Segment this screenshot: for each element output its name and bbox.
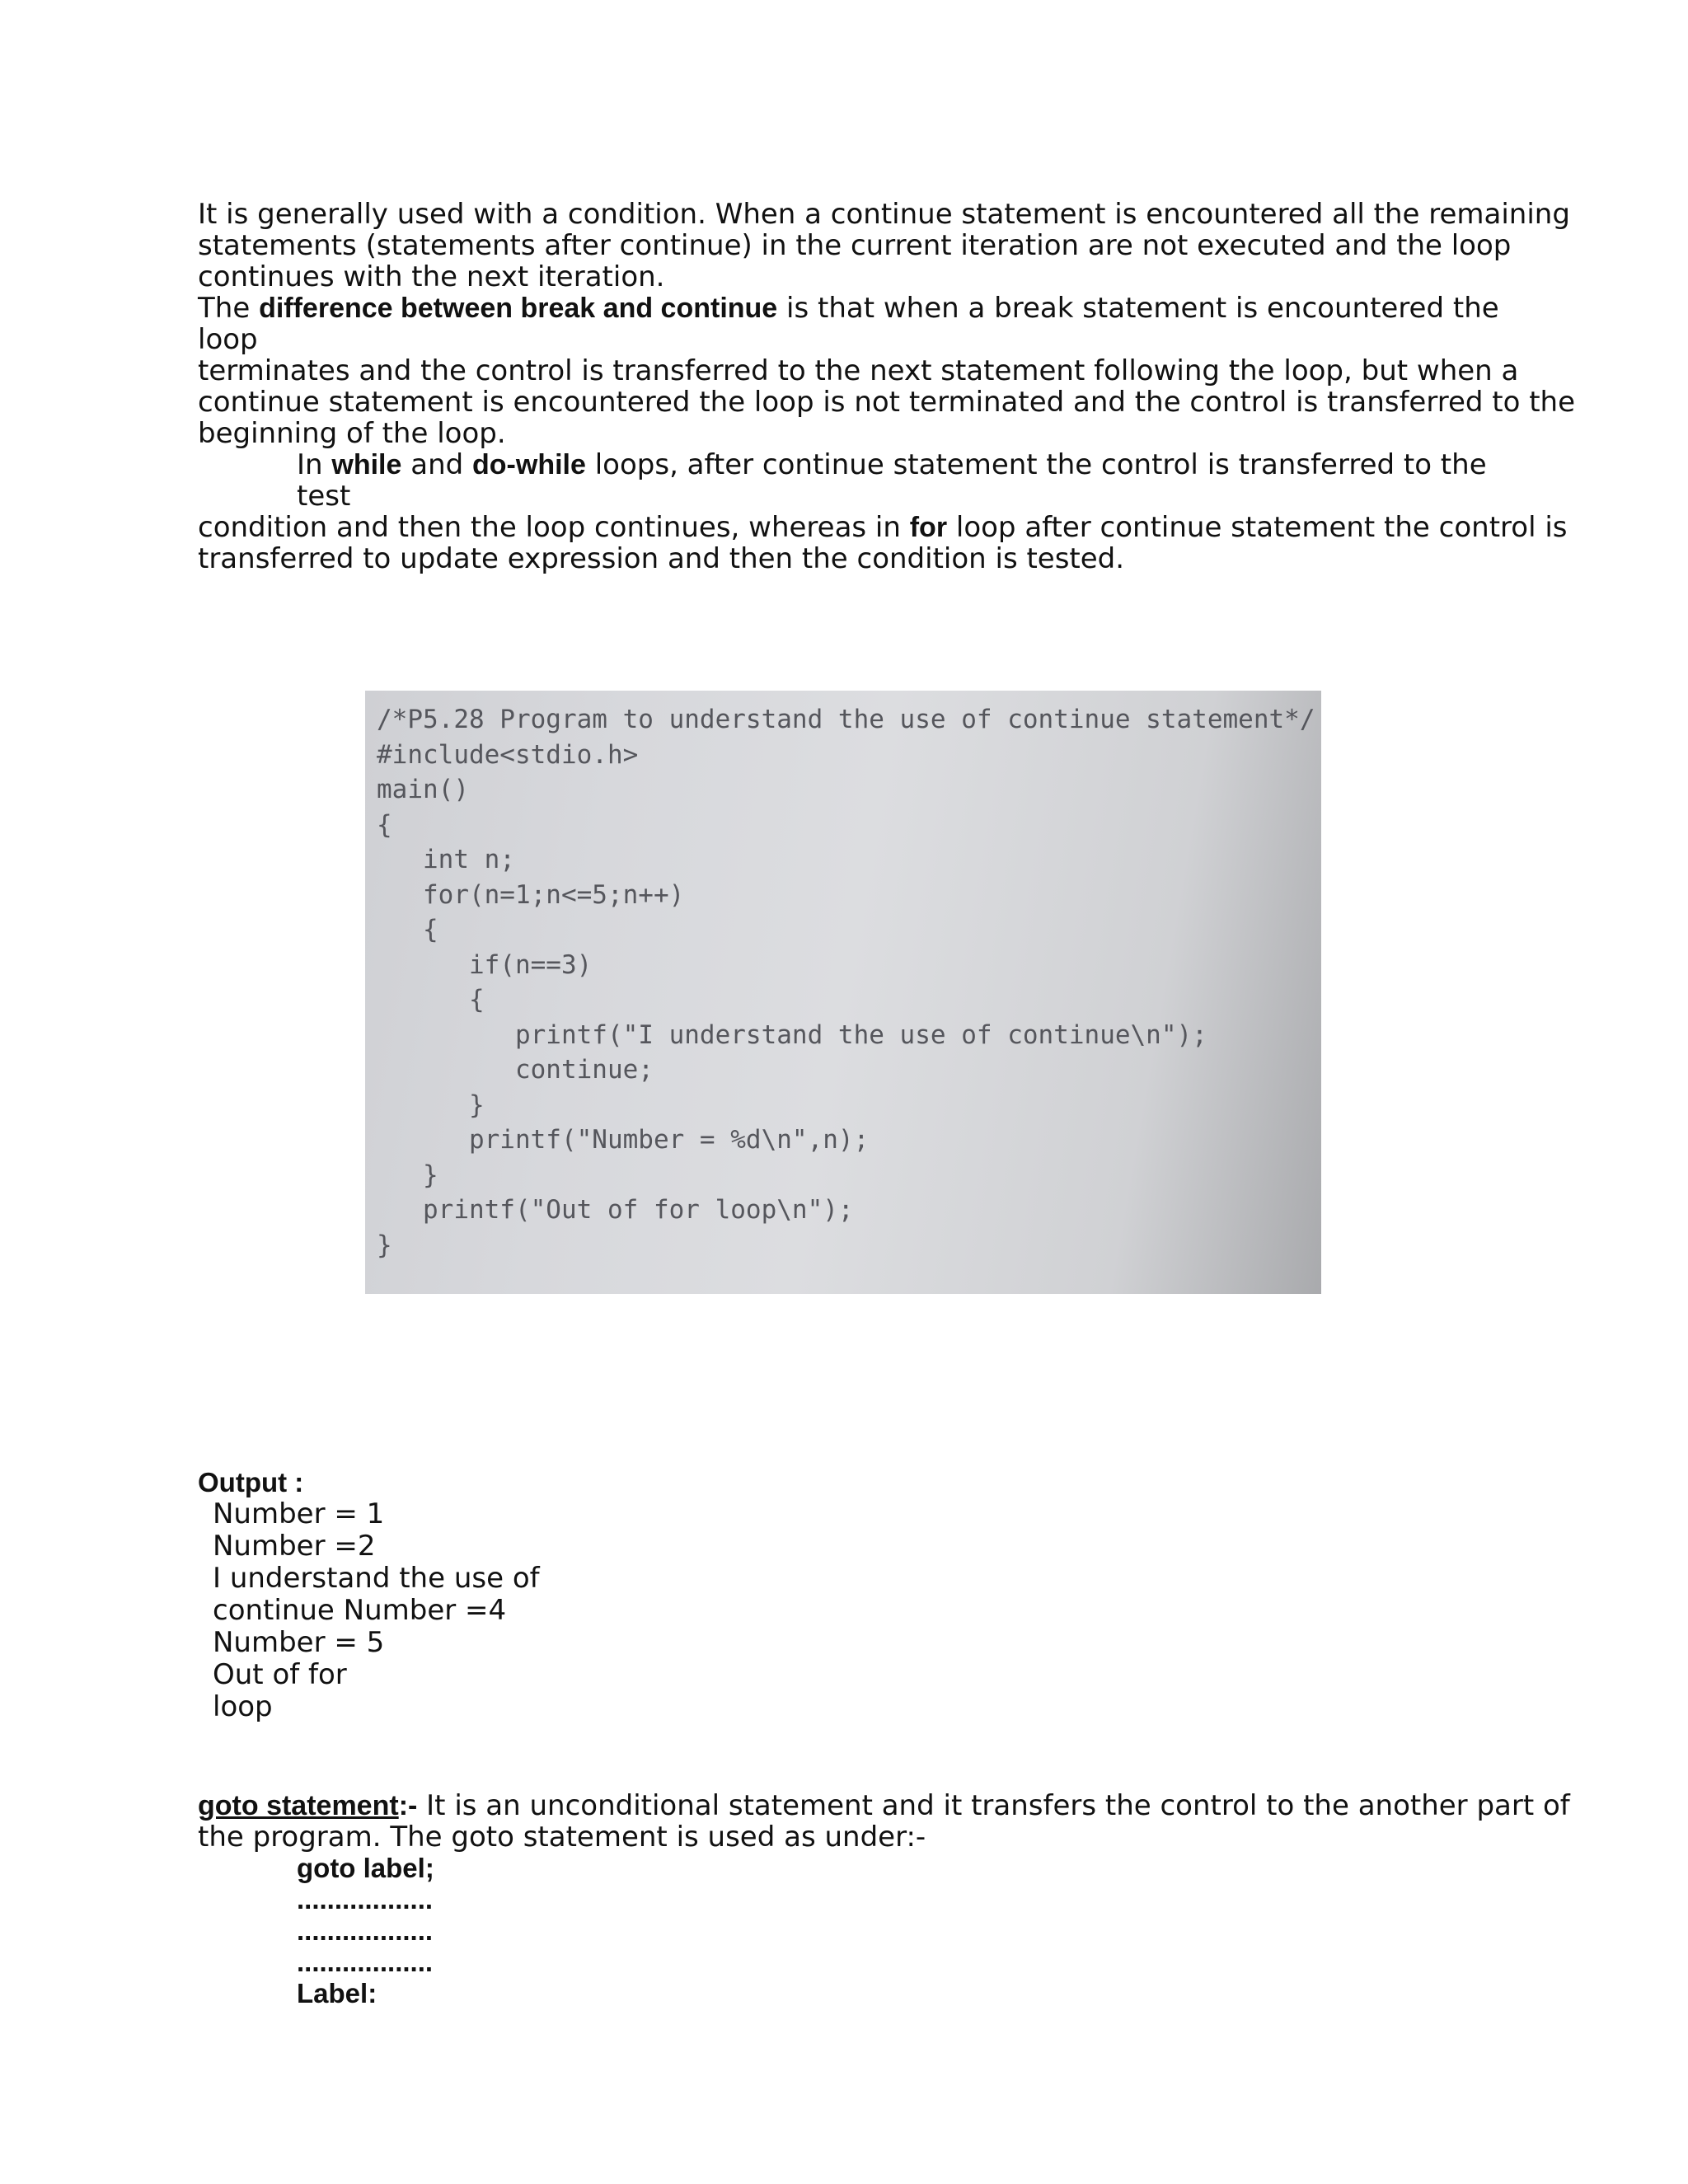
para3-l3-pre: condition and then the loop continues, whereas in <box>198 511 901 544</box>
para2-line5: beginning of the loop. <box>198 417 506 450</box>
code-line: { <box>377 809 392 840</box>
goto-code-line: Label: <box>297 1978 377 2008</box>
para2-bold-phrase: difference between break and continue <box>259 293 778 324</box>
code-listing <box>377 702 1315 1263</box>
para1-line2: statements (statements after continue) in the current iteration are not executed and the loop <box>198 229 1512 262</box>
code-line: continue; <box>377 1055 654 1085</box>
code-line: } <box>377 1160 438 1190</box>
goto-line2: the program. The goto statement is used as under:- <box>198 1821 926 1854</box>
para3-l3-post: loop after continue statement the control is <box>955 511 1568 544</box>
goto-separator: :- <box>398 1790 418 1821</box>
goto-code-line: .................. <box>297 1947 434 1977</box>
code-line: printf("I understand the use of continue\n"); <box>377 1019 1207 1050</box>
goto-code-line: .................. <box>297 1915 434 1946</box>
code-line: } <box>377 1090 485 1120</box>
code-screenshot-image <box>365 691 1321 1294</box>
para3-line3 <box>198 511 1568 544</box>
para1-line3: continues with the next iteration. <box>198 260 665 293</box>
output-heading: Output : <box>198 1467 304 1497</box>
para2-rest: is that when a break statement is encountered the <box>786 292 1499 325</box>
goto-line1 <box>198 1789 1570 1822</box>
para2-line2: loop <box>198 323 258 356</box>
output-line: continue Number =4 <box>213 1594 507 1627</box>
output-line: Number = 5 <box>213 1626 385 1659</box>
para1-line1: It is generally used with a condition. When a continue statement is encountered all the remaining <box>198 198 1570 231</box>
para3-for: for <box>909 512 948 543</box>
para2-line1 <box>198 292 1499 325</box>
para3-line4: transferred to update expression and then the condition is tested. <box>198 542 1125 575</box>
output-line: loop <box>213 1690 273 1723</box>
para2-the: The <box>198 292 251 325</box>
para3-line1 <box>297 448 1487 481</box>
code-line: /*P5.28 Program to understand the use of continue statement*/ <box>377 705 1315 734</box>
para3-rest: loops, after continue statement the control is transferred to the <box>594 448 1487 481</box>
goto-code-line: goto label; <box>297 1853 434 1883</box>
code-line: { <box>377 915 438 944</box>
code-line: printf("Number = %d\n",n); <box>377 1125 870 1155</box>
para3-do-while: do-while <box>472 449 586 480</box>
para3-line2: test <box>297 480 351 513</box>
code-line: printf("Out of for loop\n"); <box>377 1195 854 1225</box>
code-line: #include<stdio.h> <box>377 739 639 770</box>
output-line: Number =2 <box>213 1530 376 1563</box>
code-line: int n; <box>377 845 515 874</box>
para2-line3: terminates and the control is transferred to the next statement following the loop, but when a <box>198 354 1519 387</box>
code-line: if(n==3) <box>377 949 593 980</box>
para3-in: In <box>297 448 323 481</box>
para2-line4: continue statement is encountered the loop is not terminated and the control is transferred to the <box>198 386 1575 419</box>
code-line: { <box>377 985 485 1015</box>
para3-while: while <box>331 449 402 480</box>
code-line: for(n=1;n<=5;n++) <box>377 879 685 910</box>
output-line: Out of for <box>213 1658 347 1691</box>
code-line: main() <box>377 775 469 804</box>
output-line: Number = 1 <box>213 1497 385 1530</box>
code-line: } <box>377 1230 392 1260</box>
goto-heading: goto statement <box>198 1790 399 1821</box>
goto-code-line: .................. <box>297 1884 434 1915</box>
para3-and: and <box>410 448 464 481</box>
output-line: I understand the use of <box>213 1562 540 1595</box>
goto-desc: It is an unconditional statement and it transfers the control to the another part of <box>426 1789 1570 1822</box>
